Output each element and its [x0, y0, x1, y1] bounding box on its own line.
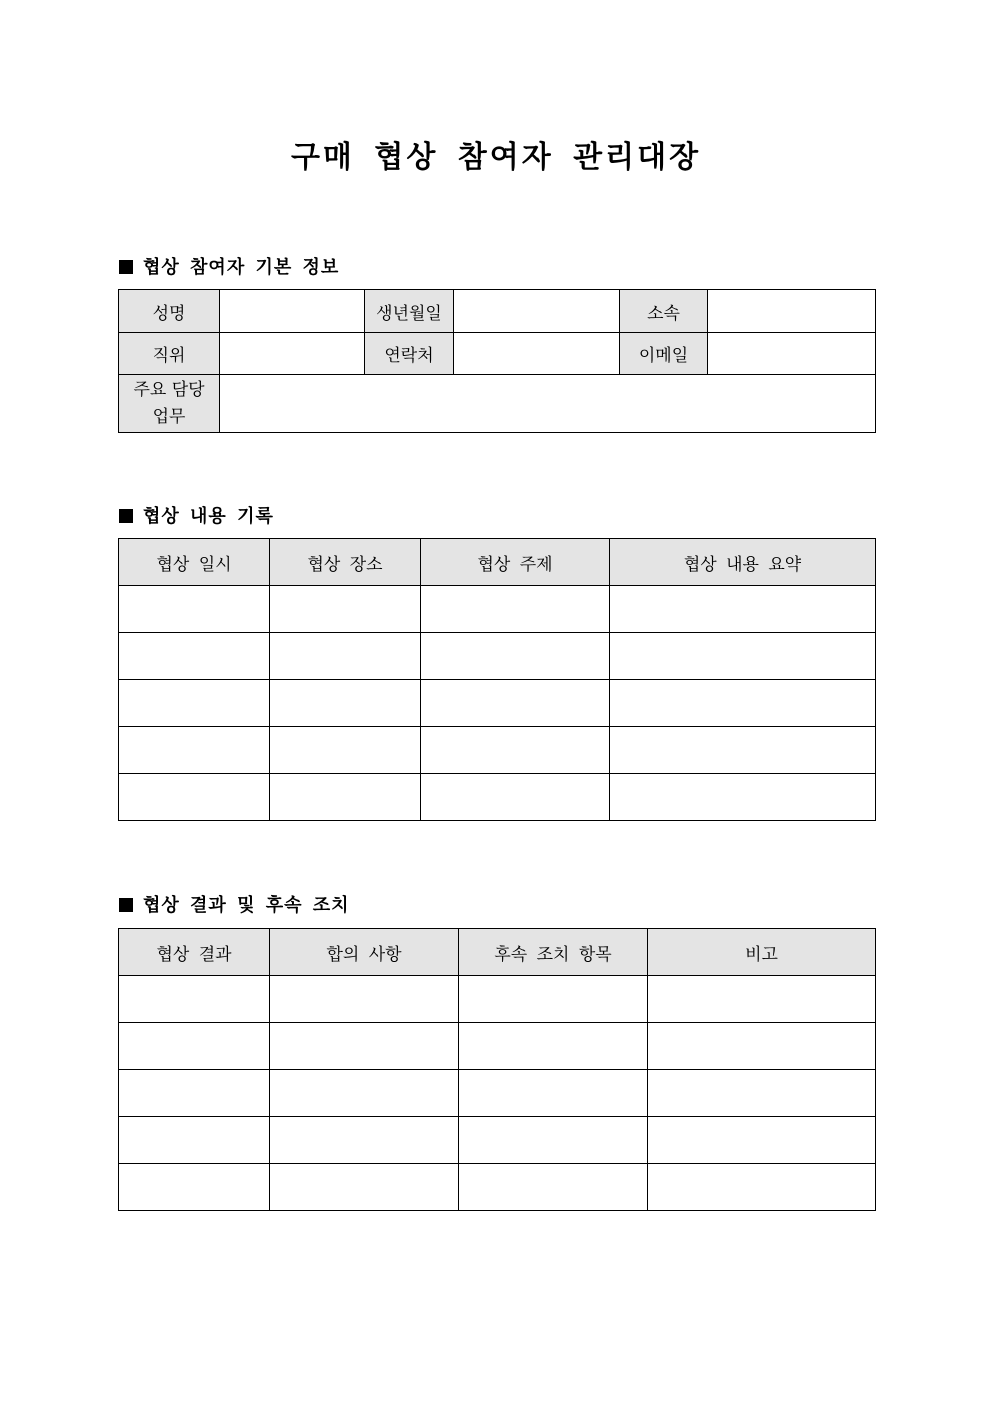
- table-row: [119, 727, 876, 774]
- table-row: [119, 976, 876, 1023]
- position-field[interactable]: [220, 333, 365, 375]
- table-cell[interactable]: [119, 774, 270, 821]
- affiliation-field[interactable]: [708, 290, 876, 333]
- table-cell[interactable]: [610, 727, 876, 774]
- birth-label: 생년월일: [365, 290, 454, 333]
- table-cell[interactable]: [119, 727, 270, 774]
- table-cell[interactable]: [610, 774, 876, 821]
- table-cell[interactable]: [459, 1164, 648, 1211]
- duty-label-line2: 업무: [152, 406, 186, 427]
- column-header: 협상 주제: [421, 539, 610, 586]
- table-row: [119, 1164, 876, 1211]
- table-cell[interactable]: [459, 1023, 648, 1070]
- table-cell[interactable]: [421, 586, 610, 633]
- duty-label-line1: 주요 담당: [133, 379, 205, 400]
- section-heading-label: 협상 내용 기록: [143, 506, 274, 527]
- table-cell[interactable]: [610, 586, 876, 633]
- table-cell[interactable]: [648, 1164, 876, 1211]
- position-label: 직위: [119, 333, 220, 375]
- table-cell[interactable]: [119, 1117, 270, 1164]
- column-header: 협상 결과: [119, 929, 270, 976]
- table-cell[interactable]: [119, 1023, 270, 1070]
- table-cell[interactable]: [648, 1070, 876, 1117]
- table-cell[interactable]: [119, 1070, 270, 1117]
- section-heading-record: [119, 502, 274, 528]
- square-bullet-icon: [119, 509, 133, 523]
- table-row: [119, 774, 876, 821]
- table-cell[interactable]: [119, 1164, 270, 1211]
- column-header: 비고: [648, 929, 876, 976]
- table-cell[interactable]: [270, 774, 421, 821]
- birth-field[interactable]: [454, 290, 620, 333]
- contact-label: 연락처: [365, 333, 454, 375]
- contact-field[interactable]: [454, 333, 620, 375]
- table-cell[interactable]: [421, 680, 610, 727]
- column-header: 후속 조치 항목: [459, 929, 648, 976]
- column-header: 협상 내용 요약: [610, 539, 876, 586]
- section-heading-label: 협상 참여자 기본 정보: [143, 257, 340, 278]
- name-label: 성명: [119, 290, 220, 333]
- square-bullet-icon: [119, 260, 133, 274]
- table-cell[interactable]: [421, 727, 610, 774]
- table-cell[interactable]: [270, 727, 421, 774]
- record-header-row: [119, 539, 876, 586]
- table-cell[interactable]: [119, 680, 270, 727]
- table-cell[interactable]: [459, 1070, 648, 1117]
- table-cell[interactable]: [270, 1117, 459, 1164]
- square-bullet-icon: [119, 898, 133, 912]
- table-cell[interactable]: [270, 633, 421, 680]
- table-row: [119, 1023, 876, 1070]
- table-cell[interactable]: [459, 976, 648, 1023]
- table-cell[interactable]: [421, 633, 610, 680]
- email-field[interactable]: [708, 333, 876, 375]
- table-cell[interactable]: [119, 976, 270, 1023]
- email-label: 이메일: [620, 333, 708, 375]
- table-cell[interactable]: [119, 586, 270, 633]
- table-cell[interactable]: [270, 1070, 459, 1117]
- table-cell[interactable]: [270, 680, 421, 727]
- section-heading-label: 협상 결과 및 후속 조치: [143, 895, 350, 916]
- duty-label: [119, 375, 220, 433]
- table-cell[interactable]: [459, 1117, 648, 1164]
- table-cell[interactable]: [648, 1023, 876, 1070]
- result-table: [118, 928, 876, 1211]
- table-cell[interactable]: [270, 1023, 459, 1070]
- table-cell[interactable]: [610, 680, 876, 727]
- table-cell[interactable]: [421, 774, 610, 821]
- result-header-row: [119, 929, 876, 976]
- table-cell[interactable]: [610, 633, 876, 680]
- column-header: 협상 일시: [119, 539, 270, 586]
- name-field[interactable]: [220, 290, 365, 333]
- table-row: [119, 1070, 876, 1117]
- table-row: [119, 680, 876, 727]
- table-cell[interactable]: [648, 1117, 876, 1164]
- section-heading-basic-info: [119, 253, 339, 279]
- column-header: 합의 사항: [270, 929, 459, 976]
- affiliation-label: 소속: [620, 290, 708, 333]
- table-cell[interactable]: [270, 1164, 459, 1211]
- table-cell[interactable]: [648, 976, 876, 1023]
- table-cell[interactable]: [270, 586, 421, 633]
- section-heading-result: [119, 891, 350, 917]
- table-row: [119, 1117, 876, 1164]
- record-table: [118, 538, 876, 821]
- table-cell[interactable]: [270, 976, 459, 1023]
- page-title: 구매 협상 참여자 관리대장: [290, 140, 702, 175]
- table-row: [119, 586, 876, 633]
- table-row: [119, 633, 876, 680]
- basic-info-table: [118, 289, 876, 433]
- column-header: 협상 장소: [270, 539, 421, 586]
- table-cell[interactable]: [119, 633, 270, 680]
- duty-field[interactable]: [220, 375, 876, 433]
